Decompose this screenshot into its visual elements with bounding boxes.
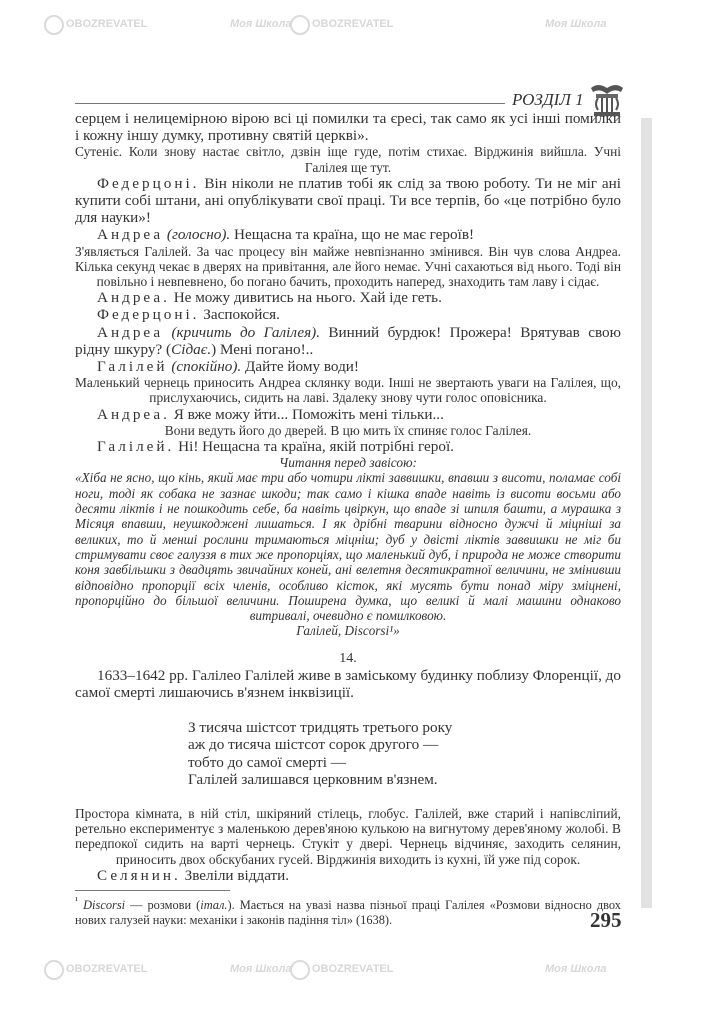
speech-text: Дайте йому води! [241, 358, 359, 376]
speech [75, 324, 621, 358]
speech [75, 358, 621, 375]
watermark: Моя Школа [230, 963, 292, 975]
footnote [75, 895, 621, 927]
watermark: OBOZREVATEL [66, 963, 148, 975]
stage-direction: Простора кімната, в ній стіл, шкіряний стілець, глобус. Галілей, вже старий і напівсліпий, ретельно експериментує з маленькою дерев'яною кулькою на вигнутому дерев'яному жолобі. В передпокої сидить на варті чернець. Стукіт у двері. Чернець відчиняє, заходить селянин, приносить двох обскубаних гусей. Вірджинія виходить із кухні, їй уже під сорок. [75, 805, 621, 867]
remark: (спокійно). [171, 358, 242, 376]
speaker: Федерцоні. [97, 174, 200, 192]
watermark: Моя Школа [545, 18, 607, 30]
speech-text: Я вже можу йти... Поможіть мені тільки... [169, 405, 444, 423]
speech-text: Не можу дивитись на нього. Хай іде геть. [169, 289, 442, 307]
speech-text: ) Мені погано!.. [211, 340, 314, 358]
speech [75, 226, 621, 243]
stage-direction: З'являється Галілей. За час процесу він майже невпізнанно змінився. Він чув слова Андреа. Кілька секунд чекає в дверях на привітання, але його немає. Учні сахаються від нього. Тоді він повільно і невпевнено, бо погано бачить, проходить наперед, знаходить там лаву і сідає. [75, 243, 621, 290]
speech [75, 306, 621, 323]
speaker: Галілей. [97, 438, 175, 456]
remark: Сідає. [171, 340, 212, 358]
speech [75, 175, 621, 227]
verse-line: Галілей залишався церковним в'язнем. [188, 770, 438, 788]
speaker: Селянин. [97, 866, 181, 884]
stage-direction: Маленький чернець приносить Андреа склянку води. Інші не звертають уваги на Галілея, що, прислухаючись, сидить на лаві. Здалеку знову чути голос оповісника. [75, 375, 621, 406]
speech-text: Ні! Нещасна та країна, якій потрібні герої. [174, 438, 454, 456]
footnote-lang: італ. [200, 898, 228, 913]
page-number: 295 [590, 908, 622, 932]
remark: (кричить до Галілея). [171, 323, 320, 341]
stage-direction: Сутеніє. Коли знову настає світло, дзвін іще гуде, потім стихає. Вірджинія вийшла. Учні Галілея ще тут. [75, 144, 621, 175]
footnote-mark: ¹ [75, 895, 79, 907]
speaker: Андреа. [97, 405, 170, 423]
speech-text: Звеліли віддати. [180, 866, 290, 884]
margin-bar [641, 118, 652, 908]
verse-line: тобто до самої смерті — [188, 753, 346, 771]
watermark: Моя Школа [230, 18, 292, 30]
header-rule [75, 103, 505, 104]
quote-source: Галілей, Discorsi¹» [296, 623, 400, 639]
speech [75, 406, 621, 423]
watermark: OBOZREVATEL [312, 963, 394, 975]
speaker: Галілей [97, 358, 168, 376]
watermark-logo-icon [44, 15, 64, 35]
quote-end: серцем і нелицемірною вірою всі ці помилки та єресі, так само як усі інші помилки і кожну іншу думку, противну святій церкві». [75, 110, 621, 145]
speech [75, 289, 621, 306]
verse-line: З тисяча шістсот тридцять третього року [188, 719, 453, 737]
reading-title: Читання перед завісою: [278, 455, 418, 471]
speech [75, 867, 621, 884]
footnote-term: Discorsi [83, 898, 126, 913]
watermark-logo-icon [290, 960, 310, 980]
speech-text: Нещасна та країна, що не має героїв! [230, 226, 475, 244]
speaker: Федерцоні. [97, 306, 200, 324]
speaker: Андреа. [97, 289, 170, 307]
verse-line: аж до тисяча шістсот сорок другого — [188, 736, 439, 754]
footnote-text: — розмови ( [125, 898, 201, 913]
speaker: Андреа [97, 226, 164, 244]
stage-direction: Вони ведуть його до дверей. В цю мить їх спиняє голос Галілея. [164, 422, 532, 438]
section-title: РОЗДІЛ 1 [512, 90, 584, 109]
watermark: Моя Школа [545, 963, 607, 975]
footnote-rule [75, 890, 230, 891]
speech-text: Він ніколи не платив тобі як слід за твою роботу. Ти не міг ані купити собі штани, ані опублікувати свої праці. Ти все терпів, бо «це потрібно було для науки»! [75, 174, 621, 227]
speech [75, 438, 621, 455]
galileo-quote: «Хіба не ясно, що кінь, який має три або чотири лікті заввишки, впавши з висоти, поламає собі ноги, тоді як собака не зазнає шкоди; так само і кішка впаде навіть із висоти восьми або десяти ліктів і не пошкодить себе, ба навіть цвіркун, що впаде зі шпиля башти, а мурашка з Місяця впавши, неушкоджені лишаться. І як дрібні тварини відносно дужчі й міцніші за великих, то й менші рослини тримаються міцніш; дуб у двісті ліктів заввишки не міг би стримувати своє галуззя в тих же пропорціях, що маленький дуб, і природа не може створити коня завбільшки з двадцять звичайних коней, ані велетня десятикратної величини, не змінивши відповідно пропорції всіх членів, особливо кісток, які мусять бути понад міру зміцнені, пропорційно до більшої величини. Поширена думка, що великі й малі машини однаково витривалі, очевидно є помилковою. [75, 470, 621, 624]
speech-text: Заспокойся. [199, 306, 280, 324]
scene-intro: 1633–1642 рр. Галілео Галілей живе в заміському будинку поблизу Флоренції, до самої смерті лишаючись в'язнем інквізиції. [75, 666, 621, 701]
verse [188, 719, 621, 788]
page-body [75, 110, 621, 927]
watermark-logo-icon [290, 15, 310, 35]
speech-text: Винний бурдюк! Прожера! Врятував свою рідну шкуру? ( [75, 323, 621, 358]
watermark-logo-icon [44, 960, 64, 980]
footnote-text: ). Мається на увазі назва пізньої праці Галілея «Розмови відносно двох нових галузей науки: механіки і законів падіння тіл» (1638). [75, 898, 621, 927]
remark: (голосно). [166, 226, 231, 244]
speaker: Андреа [97, 323, 164, 341]
watermark: OBOZREVATEL [66, 18, 148, 30]
watermark: OBOZREVATEL [312, 18, 394, 30]
scene-number: 14. [339, 650, 357, 666]
